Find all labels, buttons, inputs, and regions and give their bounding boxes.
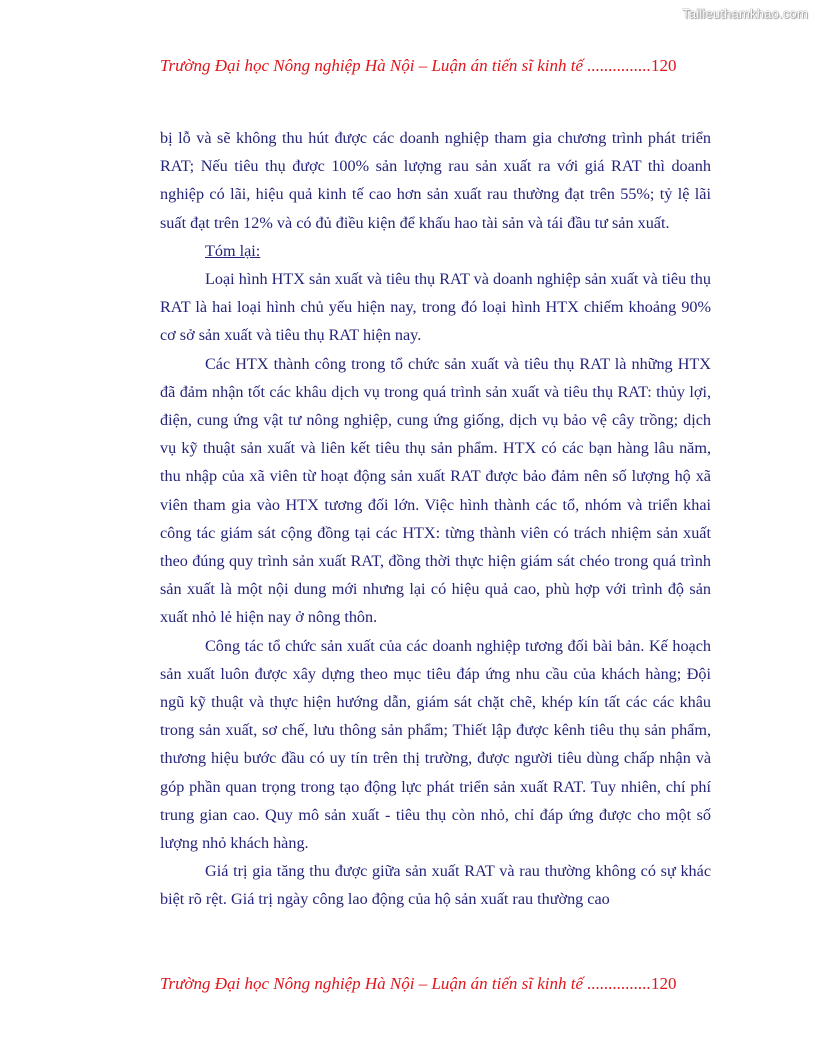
summary-heading bbox=[160, 237, 711, 265]
running-header-title: Trường Đại học Nông nghiệp Hà Nội – Luận án tiến sĩ kinh tế ............... bbox=[160, 56, 652, 75]
running-footer bbox=[160, 974, 720, 994]
running-footer-page-number: 120 bbox=[651, 974, 677, 993]
running-header bbox=[160, 56, 720, 76]
paragraph-1: bị lỗ và sẽ không thu hút được các doanh nghiệp tham gia chương trình phát triển RAT; Nếu tiêu thụ được 100% sản lượng rau sản xuất ra với giá RAT thì doanh nghiệp có lãi, hiệu quả kinh tế cao hơn sản xuất rau thường đạt trên 55%; tỷ lệ lãi suất đạt trên 12% và có đủ điều kiện để khấu hao tài sản và tái đầu tư sản xuất. bbox=[160, 129, 711, 232]
site-watermark: Tailieuthamkhao.com bbox=[682, 6, 808, 21]
paragraph-3: Các HTX thành công trong tổ chức sản xuất và tiêu thụ RAT là những HTX đã đảm nhận tốt các khâu dịch vụ trong quá trình sản xuất và tiêu thụ RAT: thủy lợi, điện, cung ứng vật tư nông nghiệp, cung ứng giống, dịch vụ bảo vệ cây trồng; dịch vụ kỹ thuật sản xuất và liên kết tiêu thụ sản phẩm. HTX có các bạn hàng lâu năm, thu nhập của xã viên từ hoạt động sản xuất RAT được bảo đảm nên số lượng hộ xã viên tham gia vào HTX tương đối lớn. Việc hình thành các tổ, nhóm và triển khai công tác giám sát cộng đồng tại các HTX: từng thành viên có trách nhiệm sản xuất theo đúng quy trình sản xuất RAT, đồng thời thực hiện giám sát chéo trong quá trình sản xuất là một nội dung mới nhưng lại có hiệu quả cao, phù hợp với trình độ sản xuất nhỏ lẻ hiện nay ở nông thôn. bbox=[160, 354, 711, 627]
paragraph-4: Công tác tổ chức sản xuất của các doanh nghiệp tương đối bài bản. Kế hoạch sản xuất luôn được xây dựng theo mục tiêu đáp ứng nhu cầu của khách hàng; Đội ngũ kỹ thuật và thực hiện hướng dẫn, giám sát chặt chẽ, khép kín tất các các khâu trong sản xuất, sơ chế, lưu thông sản phẩm; Thiết lập được kênh tiêu thụ sản phẩm, thương hiệu bước đầu có uy tín trên thị trường, được người tiêu dùng chấp nhận và góp phần quan trọng trong tạo động lực phát triển sản xuất RAT. Tuy nhiên, chí phí trung gian cao. Quy mô sản xuất - tiêu thụ còn nhỏ, chỉ đáp ứng được cho một số lượng nhỏ khách hàng. bbox=[160, 636, 711, 853]
running-header-page-number: 120 bbox=[651, 56, 677, 75]
paragraph-2: Loại hình HTX sản xuất và tiêu thụ RAT và doanh nghiệp sản xuất và tiêu thụ RAT là hai loại hình chủ yếu hiện nay, trong đó loại hình HTX chiếm khoảng 90% cơ sở sản xuất và tiêu thụ RAT hiện nay. bbox=[160, 270, 711, 345]
paragraph-5: Giá trị gia tăng thu được giữa sản xuất RAT và rau thường không có sự khác biệt rõ rệt. Giá trị ngày công lao động của hộ sản xuất rau thường cao bbox=[160, 862, 711, 909]
running-footer-title: Trường Đại học Nông nghiệp Hà Nội – Luận án tiến sĩ kinh tế ............... bbox=[160, 974, 652, 993]
document-body bbox=[160, 124, 711, 914]
summary-heading-text: Tóm lại: bbox=[205, 241, 261, 260]
